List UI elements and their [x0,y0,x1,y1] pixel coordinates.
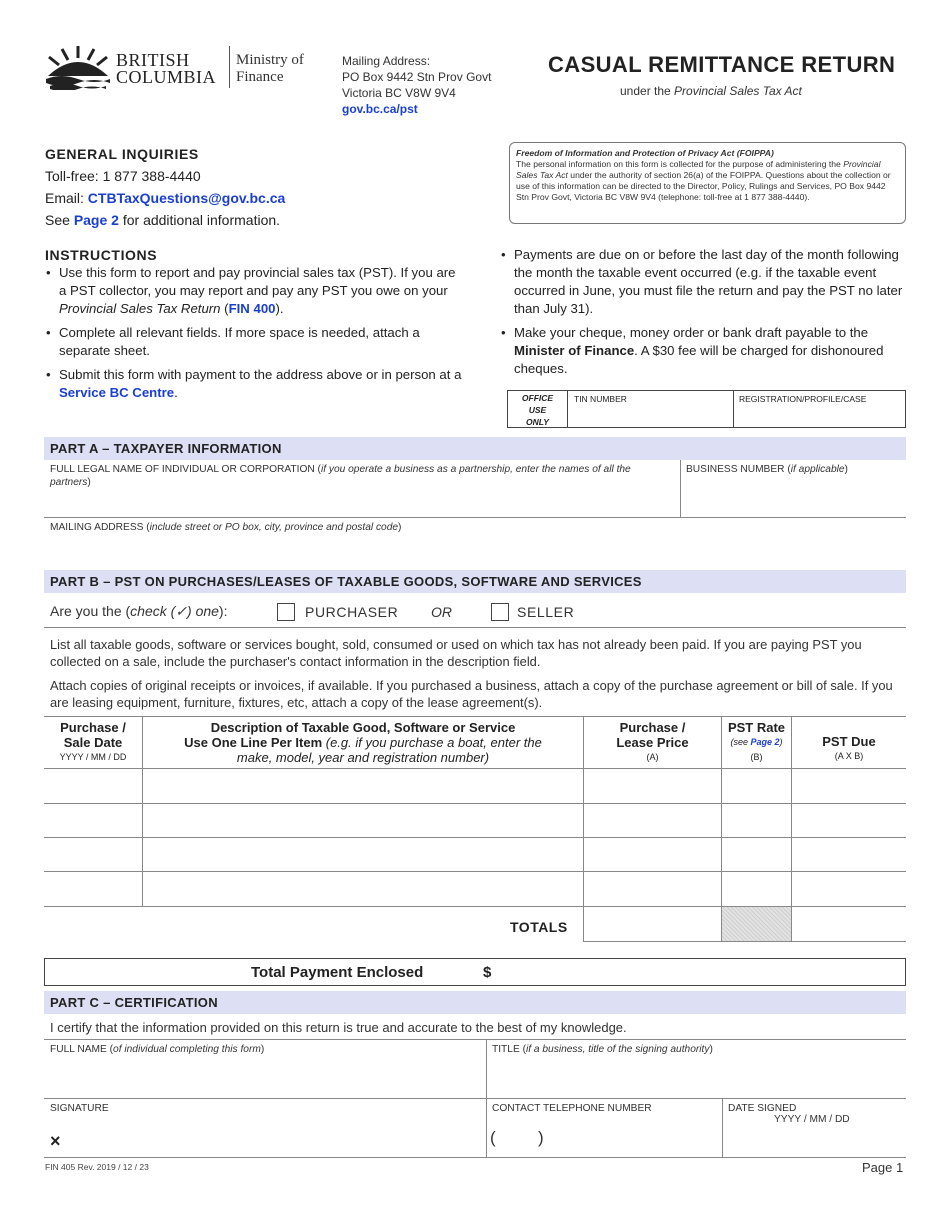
part-c-header: PART C – CERTIFICATION [44,991,906,1014]
email-link[interactable]: CTBTaxQuestions@gov.bc.ca [87,190,286,206]
see-suffix: for additional information. [118,212,281,228]
role-question-italic: check (✓) one [130,603,219,619]
row-3-due-field[interactable] [792,838,906,871]
title-label [492,1043,713,1056]
instruction-item [45,324,465,360]
office-use-line: ONLY [526,417,549,427]
total-payment-currency: $ [483,964,492,981]
row-2-description-field[interactable] [143,804,583,837]
col-price-header [584,720,721,765]
date-signed-label: DATE SIGNED [728,1103,797,1114]
phone-field[interactable] [500,1124,718,1154]
office-use-line: USE [528,405,547,415]
mailing-line-1: PO Box 9442 Stn Prov Govt [342,70,492,84]
row-1-date-field[interactable] [44,769,142,803]
full-name-label-text: ) [260,1044,265,1055]
part-c-divider [486,1040,487,1158]
col-price-line: Lease Price [616,735,689,750]
row-2-date-field[interactable] [44,804,142,837]
instruction-text: Use this form to report and pay provincial sales tax (PST). If you are a PST collector, you may report and pay any PST you owe on your [59,265,456,298]
full-name-label-italic: of individual completing this form [113,1044,261,1055]
tin-number-label: TIN NUMBER [574,394,627,404]
instructions-heading: INSTRUCTIONS [45,247,158,263]
instruction-text-italic: Provincial Sales Tax Return [59,301,221,316]
office-use-divider [733,391,734,427]
row-2-price-field[interactable] [584,804,721,837]
full-name-field[interactable] [50,1060,480,1096]
table-top-rule [44,716,906,717]
instruction-text: ). [275,301,284,316]
title-field[interactable] [492,1060,902,1096]
total-payment-label: Total Payment Enclosed [251,964,424,981]
part-b-rule [44,627,906,628]
date-signed-format: YYYY / MM / DD [774,1114,850,1125]
bc-sun-logo-icon [44,46,112,90]
pst-website-link[interactable]: gov.bc.ca/pst [342,102,418,116]
legal-name-label-text: ) [87,477,91,488]
total-due-field[interactable] [792,907,906,941]
row-1-description-field[interactable] [143,769,583,803]
signature-label: SIGNATURE [50,1103,109,1114]
instruction-text: Make your cheque, money order or bank draft payable to the [514,325,869,340]
mailing-address-field[interactable] [50,537,902,565]
page-2-link[interactable]: Page 2 [73,212,119,228]
title-label-text: TITLE ( [492,1044,526,1055]
col-date-format: YYYY / MM / DD [59,752,127,762]
addr-label-italic: include street or PO box, city, province and postal code [149,522,399,533]
part-a-rule [44,517,906,518]
legal-name-field[interactable] [50,486,674,516]
col-rate-header [722,720,791,765]
service-bc-link[interactable]: Service BC Centre [59,385,175,400]
instruction-text: ( [220,301,229,316]
role-question [50,603,227,620]
col-date-header [44,720,142,765]
total-rate-shaded [722,907,791,941]
col-date-line: Sale Date [63,735,123,750]
purchaser-checkbox[interactable] [277,603,295,621]
logo-divider [229,46,230,88]
instructions-left [45,246,465,402]
business-number-field[interactable] [686,480,902,514]
foippa-heading: Freedom of Information and Protection of Privacy Act (FOIPPA) [516,148,774,158]
instruction-item [45,366,465,402]
row-2-rate-field[interactable] [722,804,791,837]
signature-field[interactable] [70,1118,480,1154]
mailing-address [342,53,491,117]
form-revision: FIN 405 Rev. 2019 / 12 / 23 [45,1162,149,1172]
subtitle-prefix: under the [620,84,675,98]
seller-label: SELLER [517,604,575,620]
ministry-line-1: Ministry of [236,52,304,68]
col-due-code: (A X B) [834,751,864,761]
foippa-text-1: The personal information on this form is collected for the purpose of administering the [516,159,844,169]
legal-name-label-text: FULL LEGAL NAME OF INDIVIDUAL OR CORPORATION ( [50,464,321,475]
row-3-date-field[interactable] [44,838,142,871]
instruction-item [500,324,910,378]
row-4-price-field[interactable] [584,872,721,906]
inquiries-heading: GENERAL INQUIRIES [45,146,199,162]
certification-statement: I certify that the information provided on this return is true and accurate to the best of my knowledge. [50,1020,627,1035]
col-due-line: PST Due [822,734,876,749]
bc-logo [44,44,324,94]
mailing-line-2: Victoria BC V8W 9V4 [342,86,456,100]
bn-label-text: ) [844,464,848,475]
instruction-text: . A $30 fee will be charged for dishonoured cheques. [514,343,884,376]
bn-label-italic: if applicable [790,464,845,475]
instructions-right [500,246,910,378]
row-4-date-field[interactable] [44,872,142,906]
row-3-rate-field[interactable] [722,838,791,871]
instruction-item [500,246,910,318]
email-label: Email: [45,190,88,206]
col-rate-code: (B) [750,752,763,762]
instruction-item [45,264,465,318]
addr-label-text: ) [398,522,402,533]
phone-area-close: ) [538,1128,544,1147]
part-c-bottom-rule [44,1157,906,1158]
role-question-text: Are you the ( [50,603,131,619]
col-description-header [143,720,583,765]
col-rate-see: (see [730,737,751,747]
col-desc-line: Use One Line Per Item [184,735,326,750]
fin-400-link[interactable]: FIN 400 [228,301,276,316]
part-c-rule [44,1098,906,1099]
see-prefix: See [45,212,74,228]
total-payment-box [44,958,906,986]
foippa-notice [509,142,906,224]
totals-label: TOTALS [510,919,568,935]
col-desc-italic: make, model, year and registration number) [236,750,490,765]
instruction-text: . [174,385,178,400]
legal-name-label-italic: if you operate a business as a partnership, enter the names of all the partners [50,464,631,488]
page-number: Page 1 [862,1160,904,1175]
row-1-rate-field[interactable] [722,769,791,803]
ministry-line-2: Finance [236,69,284,85]
part-a-header: PART A – TAXPAYER INFORMATION [44,437,906,460]
total-price-field[interactable] [584,907,721,941]
form-title: CASUAL REMITTANCE RETURN [548,52,896,77]
mailing-label: Mailing Address: [342,54,431,68]
foippa-text-act: Provincial Sales Tax Act [516,159,881,180]
business-number-label [686,463,848,476]
title-label-italic: if a business, title of the signing authority [525,1044,710,1055]
total-payment-field[interactable] [501,961,901,983]
part-a-divider [680,460,681,517]
logo-line-columbia: COLUMBIA [116,67,217,87]
instruction-text: Complete all relevant fields. If more space is needed, attach a separate sheet. [59,325,420,358]
registration-label: REGISTRATION/PROFILE/CASE [739,394,867,404]
tollfree-number: Toll-free: 1 877 388-4440 [45,168,201,184]
general-inquiries [45,143,285,231]
office-use-label [508,391,568,427]
office-use-box [507,390,906,428]
office-use-line: OFFICE [521,393,554,403]
purchaser-label: PURCHASER [305,604,399,620]
subtitle-act: Provincial Sales Tax Act [674,84,802,98]
signature-mark: × [50,1131,61,1151]
part-b-header: PART B – PST ON PURCHASES/LEASES OF TAXABLE GOODS, SOFTWARE AND SERVICES [44,570,906,593]
part-b-paragraph-2: Attach copies of original receipts or invoices, if available. If you purchased a business, attach a copy of the purchase agreement or bill of sale. If you are leasing equipment, furniture, fixtures, etc, attach a copy of the lease agreement(s). [50,678,893,710]
instruction-text-bold: Minister of Finance [514,343,635,358]
logo-line-british: BRITISH [116,50,190,70]
rate-page-2-link[interactable]: Page 2 [750,737,780,747]
instruction-text: Payments are due on or before the last day of the month following the month the taxable event occurred (e.g. if the taxable event occurred in June, you must file the return and pay the PST no later than July 31). [514,247,903,316]
col-price-code: (A) [646,752,659,762]
row-4-description-field[interactable] [143,872,583,906]
row-2-due-field[interactable] [792,804,906,837]
title-label-text: ) [709,1044,713,1055]
part-b-paragraph-1: List all taxable goods, software or services bought, sold, consumed or used on which tax has not already been paid. If you are paying PST you collected on a sale, include the purchaser's contact information in the description field. [50,637,862,669]
date-signed-field[interactable] [728,1128,904,1156]
or-label: OR [431,604,452,620]
part-c-rule [44,1039,906,1040]
foippa-text-2: under the authority of section 26(a) of the FOIPPA. Questions about the collection or use of this information can be directed to the Director, Policy, Rulings and Services, PO Box 9442 Stn Prov Govt, Victoria BC V8W 9V4 (telephone: toll-free at 1 877 388-4440). [516,170,891,202]
phone-label: CONTACT TELEPHONE NUMBER [492,1103,652,1114]
row-1-due-field[interactable] [792,769,906,803]
row-1-price-field[interactable] [584,769,721,803]
row-3-price-field[interactable] [584,838,721,871]
phone-area-open: ( [490,1128,496,1147]
col-price-line: Purchase / [619,720,686,735]
col-due-header [792,734,906,764]
mailing-address-label [50,521,401,534]
row-4-rate-field[interactable] [722,872,791,906]
role-question-text: ): [218,603,228,619]
col-rate-see: ) [779,737,783,747]
part-c-divider [722,1098,723,1158]
row-4-due-field[interactable] [792,872,906,906]
full-name-label-text: FULL NAME ( [50,1044,114,1055]
col-desc-italic: (e.g. if you purchase a boat, enter the [325,735,542,750]
bn-label-text: BUSINESS NUMBER ( [686,464,791,475]
full-name-label [50,1043,264,1056]
form-subtitle [620,84,802,98]
row-3-description-field[interactable] [143,838,583,871]
instruction-text: Submit this form with payment to the address above or in person at a [59,367,462,382]
col-rate-line: PST Rate [727,720,786,735]
table-bottom-rule [583,941,906,942]
col-desc-line: Description of Taxable Good, Software or Service [210,720,516,735]
col-date-line: Purchase / [60,720,126,735]
seller-checkbox[interactable] [491,603,509,621]
addr-label-text: MAILING ADDRESS ( [50,522,150,533]
